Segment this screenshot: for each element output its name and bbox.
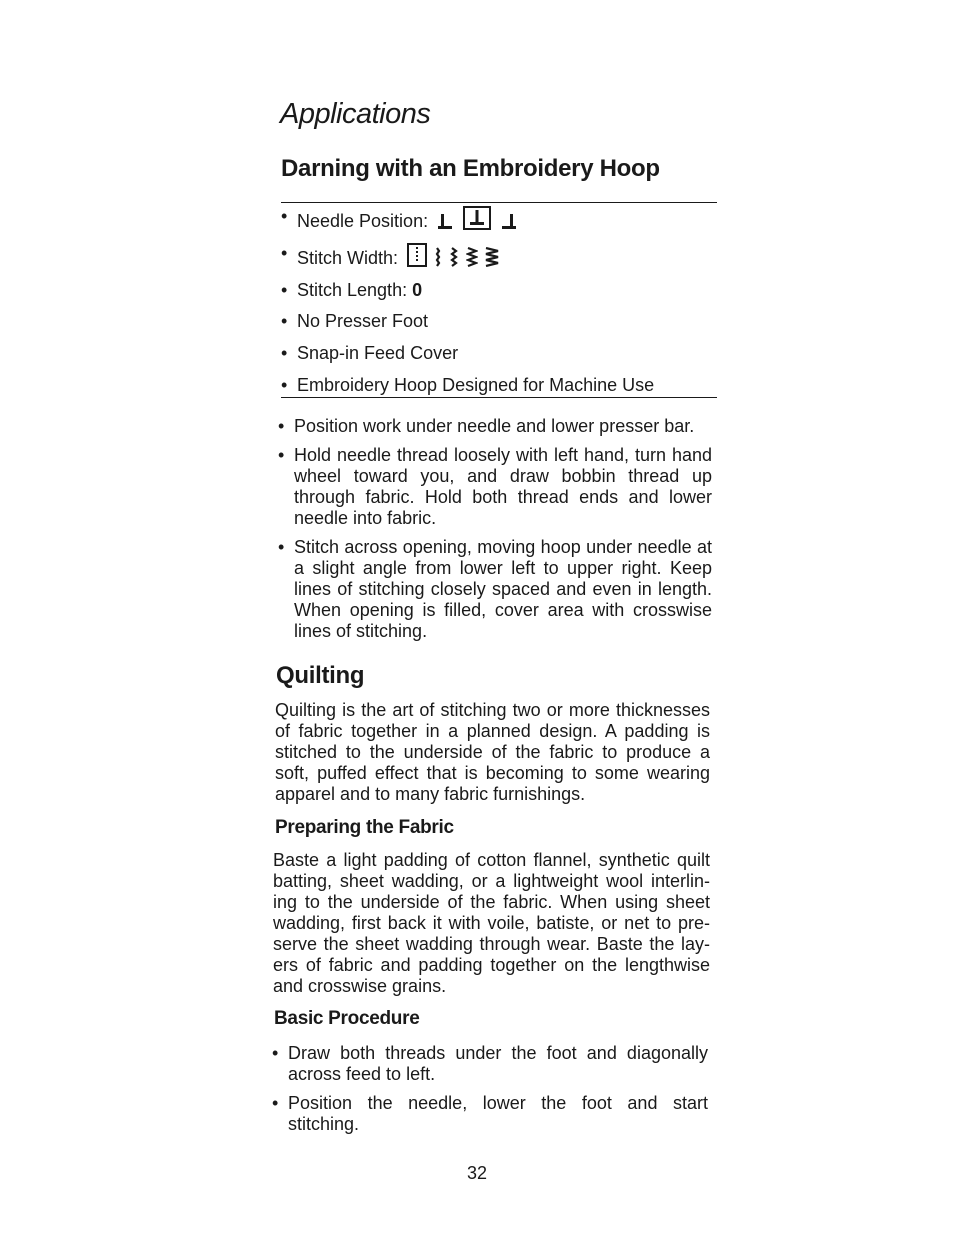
quilting-intro: Quilting is the art of stitching two or more thicknesses of fabric together in a planned design. A padding is stitched to the underside of the fabric to produce a soft, puffed effect that is becoming to some wearing apparel and to many fabric furnishings. <box>275 700 710 804</box>
darning-step: • Hold needle thread loosely with left hand, turn hand wheel toward you, and draw bobbin thread up through fabric. Hold both thread ends and lower needle into fabric. <box>278 445 712 529</box>
stitch-length-item <box>281 280 721 301</box>
darning-title: Darning with an Embroidery Hoop <box>281 155 660 182</box>
stitch-width-item <box>281 243 721 269</box>
darning-step: • Position work under needle and lower presser bar. <box>278 416 712 437</box>
darning-steps-list <box>278 416 712 642</box>
preparing-fabric-text: Baste a light padding of cotton flannel, synthetic quilt batting, sheet wadding, or a lightweight wool interlin-ing to the underside of the fabric. When using sheet wadding, first back it with voile, batiste, or net to pre-serve the sheet wadding through wear. Baste the lay-ers of fabric and padding together on the lengthwise and crosswise grains. <box>273 850 710 996</box>
stitch-width-4-icon <box>485 247 499 267</box>
stitch-width-3-icon <box>466 247 478 267</box>
basic-procedure-title: Basic Procedure <box>274 1008 420 1029</box>
stitch-width-1-icon <box>434 247 442 267</box>
stitch-length-value: 0 <box>412 280 423 300</box>
preparing-fabric-title: Preparing the Fabric <box>275 817 454 838</box>
stitch-width-0-selected-icon <box>407 243 427 267</box>
basic-procedure-list <box>272 1043 708 1135</box>
page-number: 32 <box>466 1163 488 1183</box>
darning-settings-list <box>281 206 721 396</box>
needle-center-selected-icon <box>463 206 491 230</box>
darning-step: • Stitch across opening, moving hoop under needle at a slight angle from lower left to upper right. Keep lines of stitching closely spaced and even in length. When opening is filled, cover area with crosswise lines of stitching. <box>278 537 712 642</box>
top-rule <box>281 202 717 203</box>
feed-cover-item: • Snap-in Feed Cover <box>281 343 721 364</box>
presser-foot-item: • No Presser Foot <box>281 311 721 332</box>
quilting-title: Quilting <box>276 662 365 689</box>
needle-position-item <box>281 206 721 232</box>
needle-left-icon <box>437 212 453 230</box>
stitch-width-2-icon <box>449 247 459 267</box>
needle-position-label: Needle Position: <box>297 211 429 231</box>
hoop-item: • Embroidery Hoop Designed for Machine Use <box>281 375 721 396</box>
bottom-rule <box>281 397 717 398</box>
needle-right-icon <box>501 212 517 230</box>
basic-procedure-step: • Draw both threads under the foot and diagonally across feed to left. <box>272 1043 708 1085</box>
basic-procedure-step: • Position the needle, lower the foot and start stitching. <box>272 1093 708 1135</box>
stitch-width-icons <box>407 243 499 267</box>
section-header: Applications <box>280 98 431 130</box>
stitch-width-label: Stitch Width: <box>297 248 399 268</box>
needle-position-icons <box>437 206 517 230</box>
stitch-length-label: Stitch Length: <box>297 280 408 300</box>
